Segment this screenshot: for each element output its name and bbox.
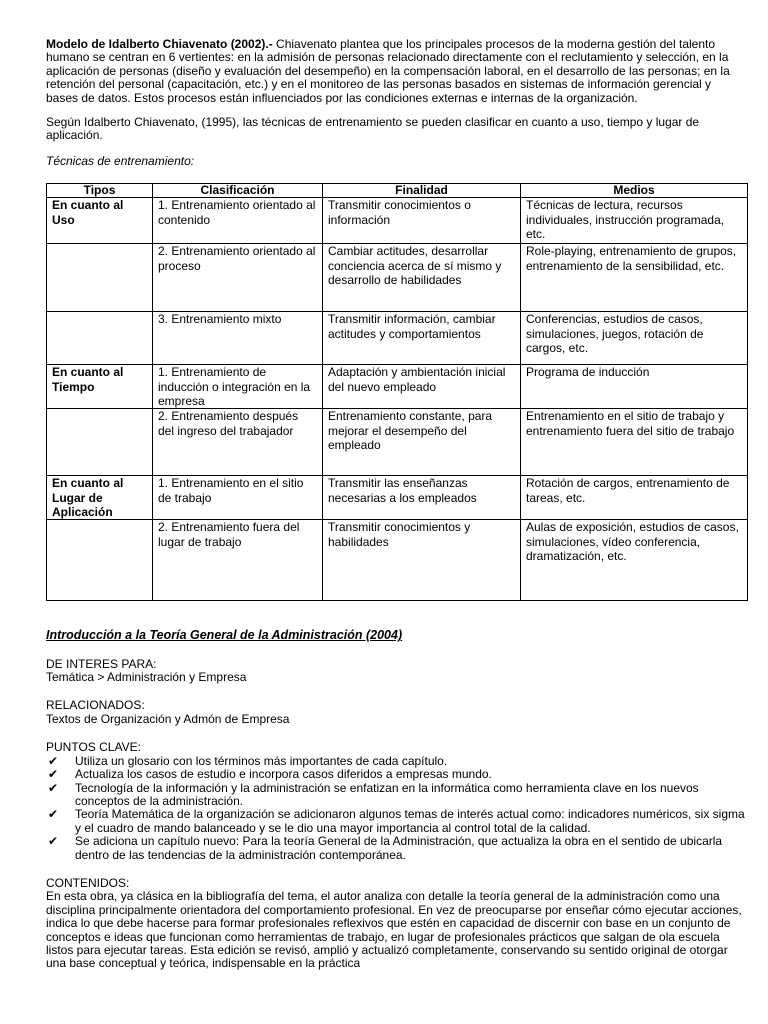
classification-paragraph: Según Idalberto Chiavenato, (1995), las técnicas de entrenamiento se pueden clasificar en cuanto a uso, tiempo y lugar de aplicación.: [46, 115, 700, 143]
list-item-text: Utiliza un glosario con los términos más importantes de cada capítulo.: [75, 753, 448, 768]
list-item: [46, 808, 746, 835]
interest-label: DE INTERES PARA:: [46, 656, 157, 671]
cell-medios: Entrenamiento en el sitio de trabajo y entrenamiento fuera del sitio de trabajo: [521, 409, 748, 476]
checkmark-icon: ✔: [48, 780, 59, 795]
document-page: [46, 38, 746, 971]
table-row: [47, 409, 748, 476]
cell-tipo: [47, 409, 153, 476]
header-medios: Medios: [521, 184, 748, 198]
checkmark-icon: ✔: [48, 834, 59, 849]
list-item: [46, 782, 746, 809]
related-value: Textos de Organización y Admón de Empresa: [46, 711, 290, 726]
table-row: [47, 520, 748, 601]
cell-tipo: En cuanto al Lugar de Aplicación: [47, 476, 153, 520]
related-label: RELACIONADOS:: [46, 698, 145, 713]
list-item-text: Actualiza los casos de estudio e incorpora casos diferidos a empresas mundo.: [75, 767, 492, 782]
cell-finalidad: Transmitir conocimientos o información: [323, 198, 521, 244]
table-row: [47, 244, 748, 312]
table-row: [47, 312, 748, 365]
cell-tipo: En cuanto al Tiempo: [47, 365, 153, 409]
cell-finalidad: Entrenamiento constante, para mejorar el desempeño del empleado: [323, 409, 521, 476]
cell-finalidad: Transmitir información, cambiar actitudes y comportamientos: [323, 312, 521, 365]
cell-medios: Conferencias, estudios de casos, simulaciones, juegos, rotación de cargos, etc.: [521, 312, 748, 365]
list-item-text: Se adiciona un capítulo nuevo: Para la teoría General de la Administración, que actualiza la obra en el sentido de ubicarla dentro de las tendencias de la administración contemporánea.: [75, 834, 723, 862]
cell-clasificacion: 2. Entrenamiento después del ingreso del trabajador: [153, 409, 323, 476]
key-points-list: [46, 755, 746, 862]
cell-clasificacion: 1. Entrenamiento orientado al contenido: [153, 198, 323, 244]
checkmark-icon: ✔: [48, 767, 59, 782]
table-row: [47, 476, 748, 520]
cell-clasificacion: 3. Entrenamiento mixto: [153, 312, 323, 365]
cell-tipo: [47, 244, 153, 312]
table-header-row: [47, 184, 748, 198]
table-row: [47, 198, 748, 244]
cell-medios: Aulas de exposición, estudios de casos, simulaciones, vídeo conferencia, dramatización, etc.: [521, 520, 748, 601]
cell-clasificacion: 1. Entrenamiento en el sitio de trabajo: [153, 476, 323, 520]
table-row: [47, 365, 748, 409]
list-item: [46, 768, 746, 781]
cell-clasificacion: 2. Entrenamiento orientado al proceso: [153, 244, 323, 312]
section-title: Introducción a la Teoría General de la Administración (2004): [46, 628, 403, 643]
cell-medios: Role-playing, entrenamiento de grupos, entrenamiento de la sensibilidad, etc.: [521, 244, 748, 312]
header-clasificacion: Clasificación: [153, 184, 323, 198]
list-item: [46, 835, 746, 862]
techniques-title: Técnicas de entrenamiento:: [46, 153, 195, 168]
checkmark-icon: ✔: [48, 807, 59, 822]
header-tipos: Tipos: [47, 184, 153, 198]
cell-finalidad: Adaptación y ambientación inicial del nuevo empleado: [323, 365, 521, 409]
contents-text: En esta obra, ya clásica en la bibliografía del tema, el autor analiza con detalle la teoría general de la administración como una disciplina principalmente orientadora del comportamiento profesional. En vez de preocuparse por enseñar cómo ejecutar acciones, indica lo que debe hacerse para formar profesionales reflexivos que estén en capacidad de discernir con base en un conjunto de conceptos e ideas que funcionan como herramientas de trabajo, en lugar de profesionales prácticos que salgan de ola escuela listos para ejecutar tareas. Esta edición se revisó, amplió y actualizó completamente, conservando su sentido original de otorgar una base conceptual y teórica, indispensable en la práctica: [46, 889, 742, 971]
key-points-label: PUNTOS CLAVE:: [46, 740, 141, 755]
cell-medios: Rotación de cargos, entrenamiento de tareas, etc.: [521, 476, 748, 520]
intro-paragraph: [46, 38, 746, 105]
contents-label: CONTENIDOS:: [46, 875, 130, 890]
cell-clasificacion: 1. Entrenamiento de inducción o integración en la empresa: [153, 365, 323, 409]
cell-clasificacion: 2. Entrenamiento fuera del lugar de trabajo: [153, 520, 323, 601]
interest-value: Temática > Administración y Empresa: [46, 670, 247, 685]
cell-tipo: [47, 520, 153, 601]
cell-finalidad: Cambiar actitudes, desarrollar conciencia acerca de sí mismo y desarrollo de habilidades: [323, 244, 521, 312]
cell-medios: Programa de inducción: [521, 365, 748, 409]
checkmark-icon: ✔: [48, 753, 59, 768]
cell-tipo: [47, 312, 153, 365]
cell-finalidad: Transmitir las enseñanzas necesarias a los empleados: [323, 476, 521, 520]
intro-text: Chiavenato plantea que los principales procesos de la moderna gestión del talento humano se centran en 6 vertientes: en la admisión de personas relacionado directamente con el reclutamiento y selección, en la aplicación de personas (diseño y evaluación del desempeño) en la compensación laboral, en el desarrollo de las personas; en la retención del personal (capacitación, etc.) y en el monitoreo de las personas basados en sistemas de información gerencial y bases de datos. Estos procesos están influenciados por las condiciones externas e internas de la organización.: [46, 37, 730, 105]
cell-finalidad: Transmitir conocimientos y habilidades: [323, 520, 521, 601]
list-item: [46, 755, 746, 768]
cell-tipo: En cuanto al Uso: [47, 198, 153, 244]
list-item-text: Tecnología de la información y la administración se enfatizan en la informática como herramienta clave en los nuevos conceptos de la administración.: [75, 780, 699, 808]
cell-medios: Técnicas de lectura, recursos individuales, instrucción programada, etc.: [521, 198, 748, 244]
list-item-text: Teoría Matemática de la organización se adicionaron algunos temas de interés actual como: indicadores numéricos, six sigma y el cuadro de mando balanceado y se le dio una mayor importancia al control total de la calidad.: [75, 807, 745, 835]
header-finalidad: Finalidad: [323, 184, 521, 198]
training-techniques-table: [46, 183, 748, 601]
intro-heading: Modelo de Idalberto Chiavenato (2002).-: [46, 37, 273, 51]
